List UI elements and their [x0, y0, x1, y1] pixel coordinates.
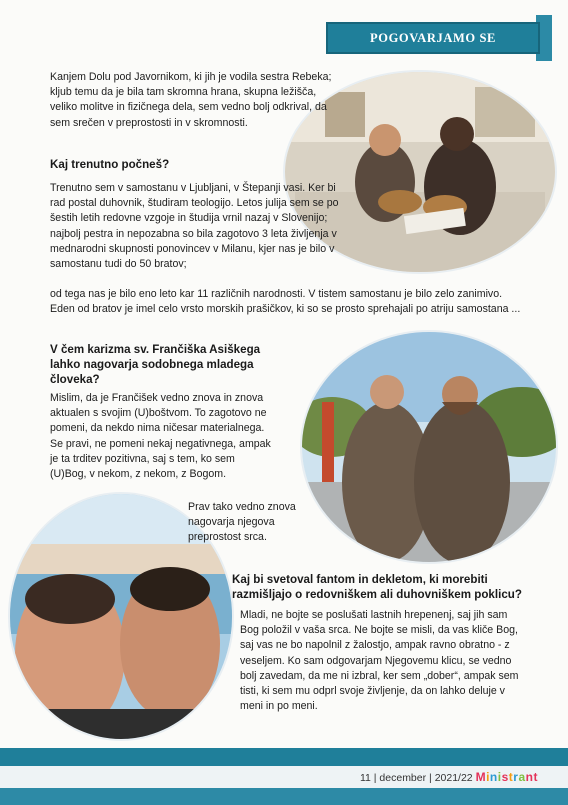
footer-info: 11 | december | 2021/22 Ministrant — [359, 770, 538, 784]
question-current-activity: Kaj trenutno počneš? — [50, 158, 170, 171]
page-number: 11 — [359, 772, 371, 784]
question-vocation-advice: Kaj bi svetoval fantom in dekletom, ki morebiti razmišljajo o redovniškem ali duhovniškem poklicu? — [232, 573, 522, 601]
footer-band-bottom — [0, 788, 568, 805]
issue-month: december — [379, 772, 427, 784]
footer-band-top — [0, 748, 568, 766]
answer-franciscan-charism-part2: Prav tako vedno znova nagovarja njegova preprostost srca. — [188, 501, 296, 544]
answer-vocation-advice: Mladi, ne bojte se poslušati lastnih hrepenenj, saj jih sam Bog položil v vaša srca. Ne bojte se misli, da vas kliče Bog, saj vas ne bo napolnil z žalostjo, ampak ravno obratno - z veseljem. Ko sam odgovarjam Njegovemu klicu, se vedno bolj zavedam, da me ni izbral, ker sem „dober“, ampak sem tisti, ki sem mu odprl svoje življenje, da on lahko deluje v meni in po meni. — [240, 609, 519, 713]
answer-current-activity-part1: Trenutno sem v samostanu v Ljubljani, v Štepanji vasi. Ker bi rad postal duhovnik, študiram teologijo. Letos julija sem se po šestih letih redovne vzgoje in študija vrnil nazaj v Slovenijo; najbolj pestra in nepozabna so bila zagotovo 3 leta življenja v mednarodni skupnosti ponovincev v Milanu, kjer nas je bilo v samostanu tudi do 50 bratov; — [50, 182, 339, 271]
answer-franciscan-charism-part1: Mislim, da je Frančišek vedno znova in znova aktualen s svojim (U)boštvom. To zagotovo ne pomeni, da nekdo nima ničesar materialnega. Se pravi, ne pomeni nekaj negativnega, ampak je ta trditev pozitivna, saj s tem, ko sem (U)Bog, v nekom, z nekom, z Bogom. — [50, 392, 271, 481]
photo-friars-outdoors — [300, 330, 558, 564]
magazine-logo: Ministrant — [475, 770, 538, 784]
section-title: POGOVARJAMO SE — [370, 30, 496, 45]
answer-current-activity-part2: od tega nas je bilo eno leto kar 11 različnih narodnosti. V tistem samostanu je bilo zelo zanimivo. Eden od bratov je imel celo vrsto morskih prašičkov, ki so se prosto sprehajali po atriju samostana ... — [50, 288, 521, 316]
intro-paragraph: Kanjem Dolu pod Javornikom, ki jih je vodila sestra Rebeka; kljub temu da je bila tam skromna hrana, skupna ležišča, veliko molitve in fizičnega dela, sem vedno bolj odkrival, da sem srečen v preprostosti in v skromnosti. — [50, 71, 332, 129]
photo-friars-outdoors-art — [302, 332, 556, 562]
section-banner — [326, 22, 540, 54]
question-franciscan-charism: V čem karizma sv. Frančiška Asiškega lahko nagovarja sodobnega mladega človeka? — [50, 343, 261, 386]
issue-year: 2021/22 — [434, 772, 473, 784]
